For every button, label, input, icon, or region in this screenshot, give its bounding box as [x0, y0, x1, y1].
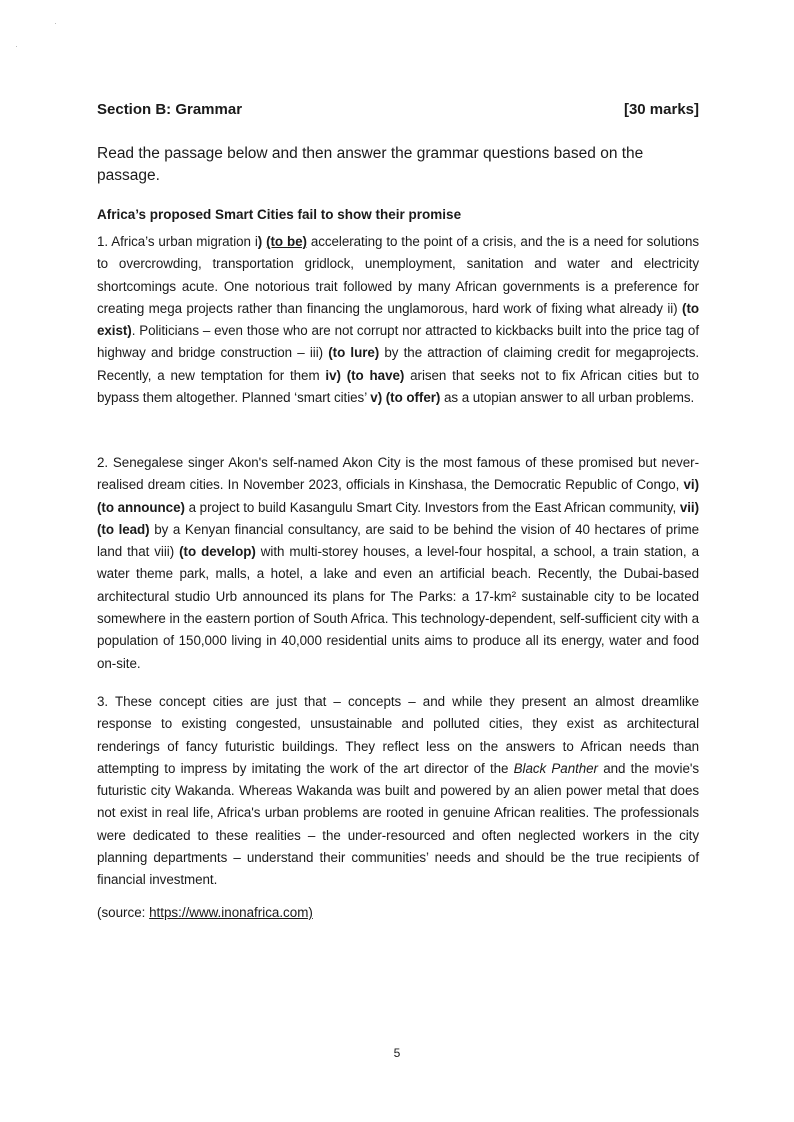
text: and the movie's futuristic city Wakanda. Whereas Wakanda was built and powered by an alien power metal that does not exist in real life, Africa's urban problems are rooted in genuine African realities. The professionals were dedicated to these realities – the under-resourced and often neglected workers in the city planning departments – understand their communities’ needs and should be the true recipients of financial investment.	[97, 760, 699, 888]
passage-title: Africa’s proposed Smart Cities fail to show their promise	[97, 207, 462, 222]
blank-iv-verb: iv) (to have)	[325, 367, 405, 383]
blank-ii-verb: (to exist)	[97, 300, 699, 339]
paragraph-3	[97, 691, 699, 892]
text: with multi-storey houses, a level-four hospital, a school, a train station, a water theme park, malls, a hotel, a lake and even an artificial beach. Recently, the Dubai-based architectural studio Urb announced its plans for The Parks: a 17-km² sustainable city to be located somewhere in the eastern portion of South Africa. This technology-dependent, self-sufficient city with a population of 150,000 living in 40,000 residential units aims to produce all its energy, water and food on-site.	[97, 544, 700, 671]
paragraph-2	[97, 452, 699, 675]
source-prefix: (source:	[97, 905, 150, 920]
film-title: Black Panther	[513, 760, 598, 776]
page-number: 5	[393, 1046, 401, 1060]
section-header	[97, 101, 699, 118]
text: accelerating to the point of a crisis, and the is a need for solutions to overcrowding, transportation gridlock, unemployment, sanitation and water and electricity shortcomings acute. One notorious trait followed by many African governments is a preference for creating mega projects rather than financing the unglamorous, hard work of fixing what already ii)	[97, 234, 699, 316]
source-link[interactable]: https://www.inonafrica.com)	[149, 905, 313, 920]
text: by a Kenyan financial consultancy, are said to be behind the vision of 40 hectares of prime land that viii)	[97, 521, 699, 560]
blank-viii-verb: (to develop)	[179, 544, 256, 560]
text: by the attraction of claiming credit for megaprojects. Recently, a new temptation for them	[97, 345, 700, 383]
text: a project to build Kasangulu Smart City. Investors from the East African community,	[184, 499, 680, 515]
text: 3. These concept cities are just that – concepts – and while they present an almost dreamlike response to existing congested, unsustainable and polluted cities, they exist as architectural renderings of fancy futuristic buildings. They reflect less on the answers to African needs than attempting to impress by imitating the work of the art director of the	[97, 694, 699, 776]
blank-i-verb: (to be)	[266, 234, 307, 249]
source-citation	[97, 905, 313, 920]
blank-v-verb: v) (to offer)	[370, 390, 441, 406]
text: as a utopian answer to all urban problems.	[440, 390, 695, 406]
scan-speck	[55, 23, 56, 24]
blank-marker: )	[257, 234, 267, 249]
scan-speck	[16, 46, 17, 47]
text: 2. Senegalese singer Akon's self-named Akon City is the most famous of these promised but never-realised dream cities. In November 2023, officials in Kinshasa, the Democratic Republic of Congo,	[97, 455, 699, 493]
paragraph-1	[97, 231, 699, 409]
blank-iii-verb: (to lure)	[328, 345, 380, 361]
blank-vii-verb: vii) (to lead)	[97, 499, 699, 537]
section-title: Section B: Grammar	[97, 101, 243, 118]
blank-vi-verb: vi) (to announce)	[97, 477, 699, 515]
text: . Politicians – even those who are not corrupt nor attracted to kickbacks built into the price tag of highway and bridge construction – iii)	[97, 323, 699, 361]
text: arisen that seeks not to fix African cities but to bypass them altogether. Planned ‘smart cities’	[97, 367, 699, 406]
instructions: Read the passage below and then answer the grammar questions based on the passage.	[97, 145, 644, 184]
text: 1. Africa’s urban migration i	[97, 234, 258, 249]
section-marks: [30 marks]	[623, 101, 699, 118]
